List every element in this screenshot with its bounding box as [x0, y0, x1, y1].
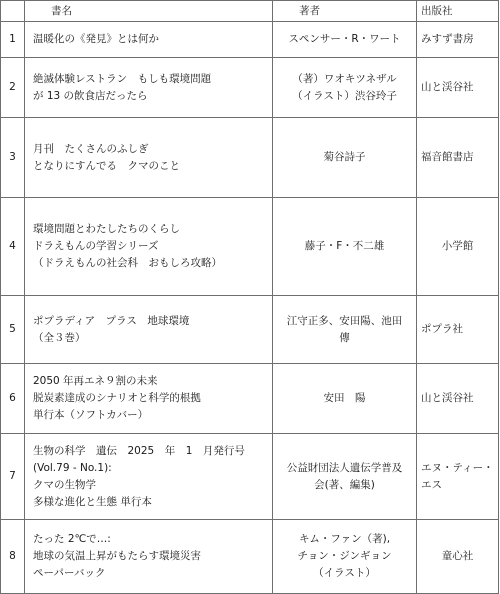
book-author	[273, 520, 417, 594]
title-line: 絶滅体験レストラン もしも環境問題	[33, 72, 212, 85]
title-line: 環境問題とわたしたちのくらし	[33, 223, 180, 235]
author-line: 藤子・F・不二雄	[304, 240, 385, 252]
author-line: キム・ファン（著),	[298, 533, 391, 545]
row-number: 5	[1, 296, 25, 364]
book-author	[273, 364, 417, 434]
title-line: ポプラディア プラス 地球環境	[33, 314, 190, 327]
title-line: （全３巻）	[33, 331, 86, 344]
title-line: となりにすんでる クマのこと	[33, 159, 180, 172]
book-title	[25, 520, 273, 594]
header-row	[1, 1, 499, 22]
author-line: 傳	[339, 331, 350, 344]
book-author	[273, 434, 417, 520]
title-line: 多様な進化と生態 単行本	[33, 495, 152, 508]
author-line: 菊谷詩子	[323, 151, 366, 163]
book-publisher: 童心社	[417, 520, 499, 594]
row-number: 3	[1, 118, 25, 198]
table-row	[1, 434, 499, 520]
book-author	[273, 118, 417, 198]
row-number: 8	[1, 520, 25, 594]
table-row	[1, 118, 499, 198]
title-line: が 13 の飲食店だったら	[33, 89, 148, 102]
title-line: 月刊 たくさんのふしぎ	[33, 142, 149, 155]
title-line: （ドラえもんの社会科 おもしろ攻略）	[33, 257, 222, 269]
book-title	[25, 22, 273, 58]
title-line: 地球の気温上昇がもたらす環境災害	[33, 550, 201, 562]
book-publisher: ポプラ社	[417, 296, 499, 364]
table-row	[1, 198, 499, 296]
table-row	[1, 22, 499, 58]
book-title	[25, 296, 273, 364]
table-row	[1, 58, 499, 118]
title-line: (Vol.79 - No.1):	[33, 461, 112, 474]
title-line: ドラえもんの学習シリーズ	[33, 240, 159, 252]
book-author	[273, 296, 417, 364]
book-publisher: みすず書房	[417, 22, 499, 58]
author-line: 公益財団法人遺伝学普及	[286, 461, 403, 474]
table-row	[1, 364, 499, 434]
author-line: （著）ワオキツネザル	[292, 72, 397, 85]
row-number: 1	[1, 22, 25, 58]
author-line: 江守正多、安田陽、池田	[286, 314, 403, 327]
header-publisher: 出版社	[417, 1, 499, 22]
table-row	[1, 520, 499, 594]
book-title	[25, 198, 273, 296]
row-number: 2	[1, 58, 25, 118]
header-title: 書名	[25, 1, 273, 22]
author-line: チョン・ジンギョン	[297, 550, 392, 562]
row-number: 4	[1, 198, 25, 296]
author-line: 安田 陽	[323, 392, 366, 404]
title-line: 脱炭素達成のシナリオと科学的根拠	[33, 392, 201, 404]
book-publisher: エヌ・ティー・エス	[417, 434, 499, 520]
author-line: （イラスト）渋谷玲子	[292, 89, 397, 102]
book-publisher: 福音館書店	[417, 118, 499, 198]
header-author: 著者	[273, 1, 417, 22]
book-title	[25, 118, 273, 198]
title-line: たった 2℃で…:	[33, 533, 111, 545]
row-number: 7	[1, 434, 25, 520]
book-author	[273, 58, 417, 118]
book-publisher: 山と渓谷社	[417, 364, 499, 434]
title-line: クマの生物学	[33, 478, 96, 491]
title-line: ペーパーバック	[33, 567, 106, 579]
book-publisher: 小学館	[417, 198, 499, 296]
row-number: 6	[1, 364, 25, 434]
author-line: 会(著、編集)	[314, 478, 375, 491]
title-line: 生物の科学 遺伝 2025 年 1 月発行号	[33, 444, 245, 457]
book-title	[25, 364, 273, 434]
title-line: 2050 年再エネ９割の未来	[33, 375, 158, 387]
book-author	[273, 198, 417, 296]
book-author	[273, 22, 417, 58]
title-line: 温暖化の《発見》とは何か	[33, 33, 159, 45]
author-line: （イラスト）	[313, 567, 376, 579]
book-title	[25, 434, 273, 520]
table-row	[1, 296, 499, 364]
book-title	[25, 58, 273, 118]
book-publisher: 山と渓谷社	[417, 58, 499, 118]
title-line: 単行本（ソフトカバー）	[33, 409, 149, 421]
header-number	[1, 1, 25, 22]
author-line: スペンサー・R・ワート	[288, 33, 401, 45]
